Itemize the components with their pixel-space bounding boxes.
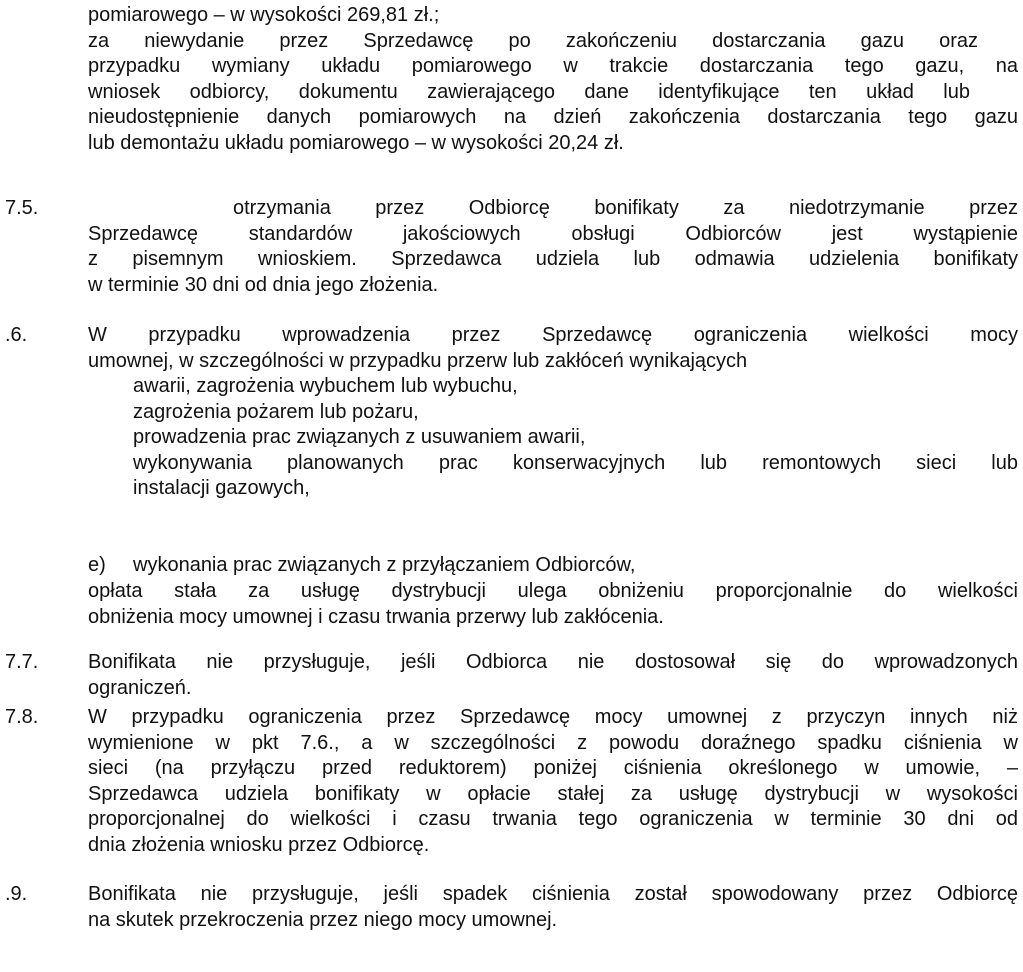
text-line: wymienione w pkt 7.6., a w szczególności z powodu doraźnego spadku ciśnienia w	[88, 731, 1018, 754]
list-item: instalacji gazowych,	[133, 477, 310, 499]
section-number: 7.8.	[5, 706, 39, 728]
section-7-8-text	[88, 705, 1018, 858]
section-7-5-text	[88, 196, 1018, 298]
text-line: Sprzedawca udziela bonifikaty w opłacie stałej za usługę dystrybucji w wysokości	[88, 782, 1018, 805]
text-line: Sprzedawcę standardów jakościowych obsługi Odbiorców jest wystąpienie	[88, 222, 1018, 245]
text-line: umownej, w szczególności w przypadku przerw lub zakłóceń wynikających	[88, 349, 748, 372]
text-line: Bonifikata nie przysługuje, jeśli spadek ciśnienia został spowodowany przez Odbiorcę	[88, 883, 1018, 905]
section-7-7-text	[88, 650, 1018, 701]
text-line: pomiarowego – w wysokości 269,81 zł.;	[88, 4, 440, 26]
text-line: za niewydanie przez Sprzedawcę po zakończeniu dostarczania gazu oraz	[88, 29, 978, 52]
text-line: sieci (na przyłączu przed reduktorem) poniżej ciśnienia określonego w umowie, –	[88, 757, 1018, 779]
section-number: .6.	[5, 324, 28, 346]
list-item-label: e)	[88, 554, 106, 576]
text-line: W przypadku wprowadzenia przez Sprzedawcę ograniczenia wielkości mocy	[88, 324, 1018, 346]
list-item: awarii, zagrożenia wybuchem lub wybuchu,	[133, 375, 518, 397]
section-number: 7.7.	[5, 651, 39, 673]
text-line: dnia złożenia wniosku przez Odbiorcę.	[88, 833, 430, 856]
text-line: W przypadku ograniczenia przez Sprzedawcę mocy umownej z przyczyn innych niż	[88, 706, 1018, 728]
text-line: w terminie 30 dni od dnia jego złożenia.	[88, 273, 439, 296]
section-number: .9.	[5, 883, 28, 905]
text-line: ograniczeń.	[88, 676, 192, 699]
section-7-6-closing	[88, 579, 1018, 630]
text-line: nieudostępnienie danych pomiarowych na dzień zakończenia dostarczania tego gazu	[88, 106, 1018, 128]
section-7-6-text	[88, 323, 1018, 374]
continuation-paragraph	[88, 3, 1018, 156]
text-line: przypadku wymiany układu pomiarowego w trakcie dostarczania tego gazu, na	[88, 55, 1018, 77]
list-item: wykonywania planowanych prac konserwacyjnych lub remontowych sieci lub	[133, 451, 1018, 474]
text-line: lub demontażu układu pomiarowego – w wysokości 20,24 zł.	[88, 131, 624, 154]
section-7-9-text	[88, 882, 1018, 933]
section-7-6-list	[133, 374, 1018, 502]
text-line: proporcjonalnej do wielkości i czasu trwania tego ograniczenia w terminie 30 dni od	[88, 808, 1018, 830]
list-item: wykonania prac związanych z przyłączaniem Odbiorców,	[133, 554, 636, 576]
text-line: obniżenia mocy umownej i czasu trwania przerwy lub zakłócenia.	[88, 605, 664, 628]
text-line: otrzymania przez Odbiorcę bonifikaty za niedotrzymanie przez	[233, 197, 1018, 219]
text-line: Bonifikata nie przysługuje, jeśli Odbiorca nie dostosował się do wprowadzonych	[88, 651, 1018, 673]
list-item: zagrożenia pożarem lub pożaru,	[133, 400, 419, 423]
text-line: na skutek przekroczenia przez niego mocy umownej.	[88, 908, 558, 931]
text-line: z pisemnym wnioskiem. Sprzedawca udziela lub odmawia udzielenia bonifikaty	[88, 248, 1018, 270]
text-line: opłata stała za usługę dystrybucji ulega obniżeniu proporcjonalnie do wielkości	[88, 580, 1018, 602]
list-item: prowadzenia prac związanych z usuwaniem awarii,	[133, 426, 586, 448]
text-line: wniosek odbiorcy, dokumentu zawierającego dane identyfikujące ten układ lub	[88, 80, 970, 103]
section-number: 7.5.	[5, 197, 39, 219]
